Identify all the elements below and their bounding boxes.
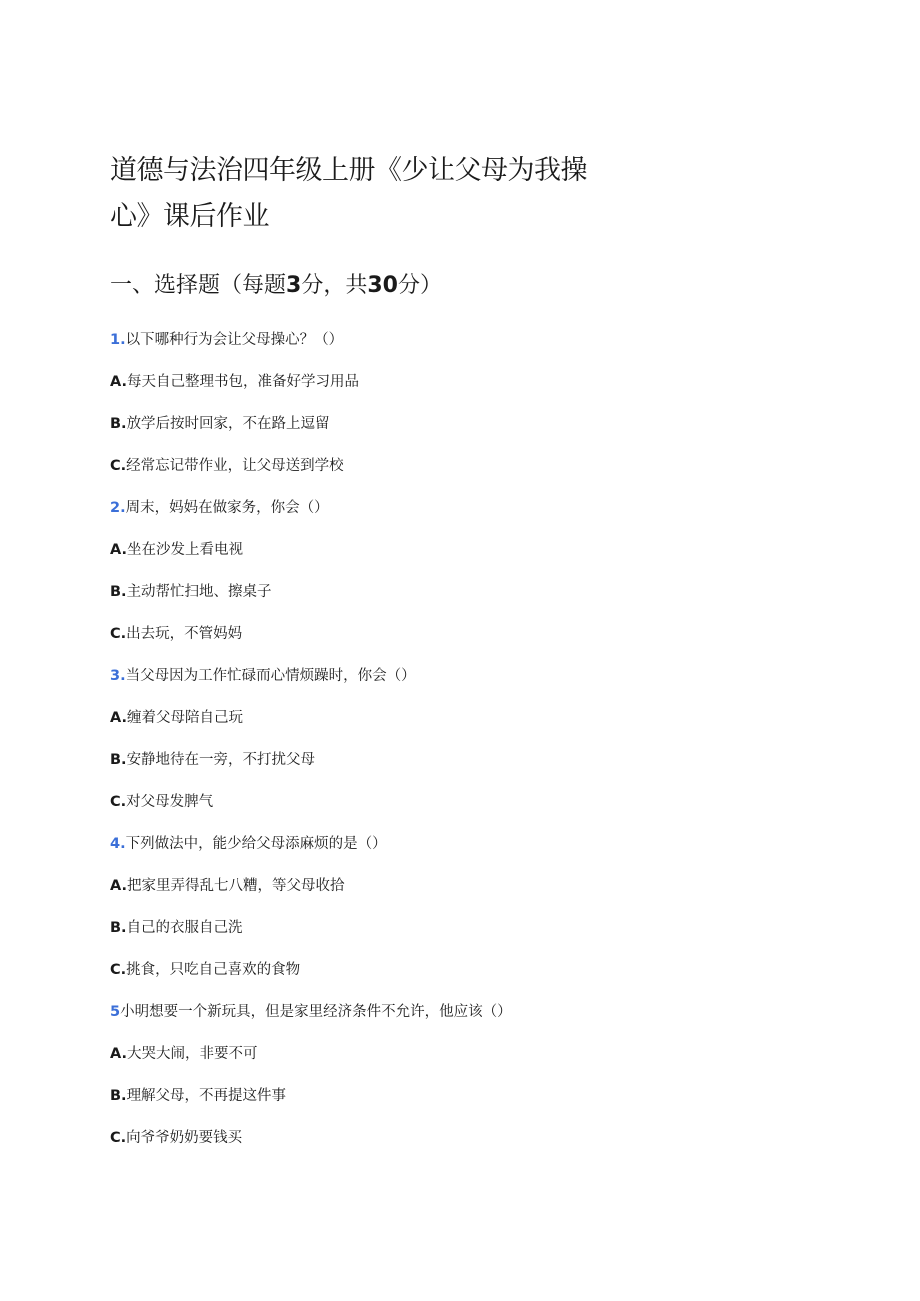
question-4 [110, 827, 810, 869]
option-text: 每天自己整理书包，准备好学习用品 [127, 374, 359, 390]
question-5 [110, 995, 810, 1037]
option-text: 放学后按时回家，不在路上逗留 [126, 416, 330, 432]
option-text: 理解父母，不再提这件事 [126, 1088, 287, 1104]
section-suffix: 分） [397, 273, 442, 298]
question-number: 4. [110, 836, 126, 852]
question-text: 周末，妈妈在做家务，你会（） [125, 500, 329, 516]
option-text: 缠着父母陪自己玩 [127, 710, 243, 726]
option-letter: A. [110, 542, 127, 558]
section-heading [110, 268, 442, 304]
option-text: 坐在沙发上看电视 [127, 542, 243, 558]
option-3a [110, 701, 810, 743]
option-text: 出去玩，不管妈妈 [126, 626, 243, 642]
option-5a [110, 1037, 810, 1079]
option-2c [110, 617, 810, 659]
section-mid: 分，共 [301, 273, 368, 298]
option-text: 安静地待在一旁，不打扰父母 [126, 752, 316, 768]
section-total-points: 30 [367, 273, 398, 298]
option-letter: C. [110, 962, 127, 978]
option-letter: A. [110, 710, 127, 726]
question-list [110, 323, 810, 1163]
option-letter: C. [110, 794, 127, 810]
option-letter: B. [110, 584, 127, 600]
option-4b [110, 911, 810, 953]
option-5c [110, 1121, 810, 1163]
question-number: 5 [110, 1004, 121, 1020]
option-2b [110, 575, 810, 617]
option-text: 向爷爷奶奶要钱买 [126, 1130, 243, 1146]
option-letter: C. [110, 626, 127, 642]
option-2a [110, 533, 810, 575]
option-3b [110, 743, 810, 785]
option-letter: A. [110, 1046, 127, 1062]
question-number: 1. [110, 332, 126, 348]
option-letter: B. [110, 1088, 127, 1104]
option-1b [110, 407, 810, 449]
option-4c [110, 953, 810, 995]
option-letter: B. [110, 752, 127, 768]
question-text: 以下哪种行为会让父母操心？（） [125, 332, 344, 348]
question-number: 2. [110, 500, 126, 516]
option-1a [110, 365, 810, 407]
option-text: 自己的衣服自己洗 [126, 920, 243, 936]
document-title [110, 148, 630, 240]
option-4a [110, 869, 810, 911]
title-line-2: 心》课后作业 [110, 201, 269, 232]
option-text: 把家里弄得乱七八糟，等父母收拾 [127, 878, 345, 894]
option-letter: C. [110, 458, 127, 474]
question-3 [110, 659, 810, 701]
option-letter: C. [110, 1130, 127, 1146]
question-number: 3. [110, 668, 126, 684]
question-2 [110, 491, 810, 533]
section-each-points: 3 [286, 273, 302, 298]
option-text: 对父母发脾气 [126, 794, 214, 810]
option-text: 大哭大闹，非要不可 [127, 1046, 258, 1062]
option-letter: A. [110, 878, 127, 894]
section-prefix: 一、选择题（每题 [110, 273, 287, 298]
question-text: 小明想要一个新玩具，但是家里经济条件不允许，他应该（） [120, 1004, 512, 1020]
question-1 [110, 323, 810, 365]
option-1c [110, 449, 810, 491]
question-text: 下列做法中，能少给父母添麻烦的是（） [125, 836, 387, 852]
option-text: 挑食，只吃自己喜欢的食物 [126, 962, 301, 978]
option-3c [110, 785, 810, 827]
option-5b [110, 1079, 810, 1121]
option-letter: A. [110, 374, 127, 390]
option-letter: B. [110, 920, 127, 936]
title-line-1: 道德与法治四年级上册《少让父母为我操 [110, 155, 587, 186]
option-text: 经常忘记带作业，让父母送到学校 [126, 458, 344, 474]
question-text: 当父母因为工作忙碌而心情烦躁时，你会（） [125, 668, 416, 684]
option-letter: B. [110, 416, 127, 432]
option-text: 主动帮忙扫地、擦桌子 [126, 584, 272, 600]
